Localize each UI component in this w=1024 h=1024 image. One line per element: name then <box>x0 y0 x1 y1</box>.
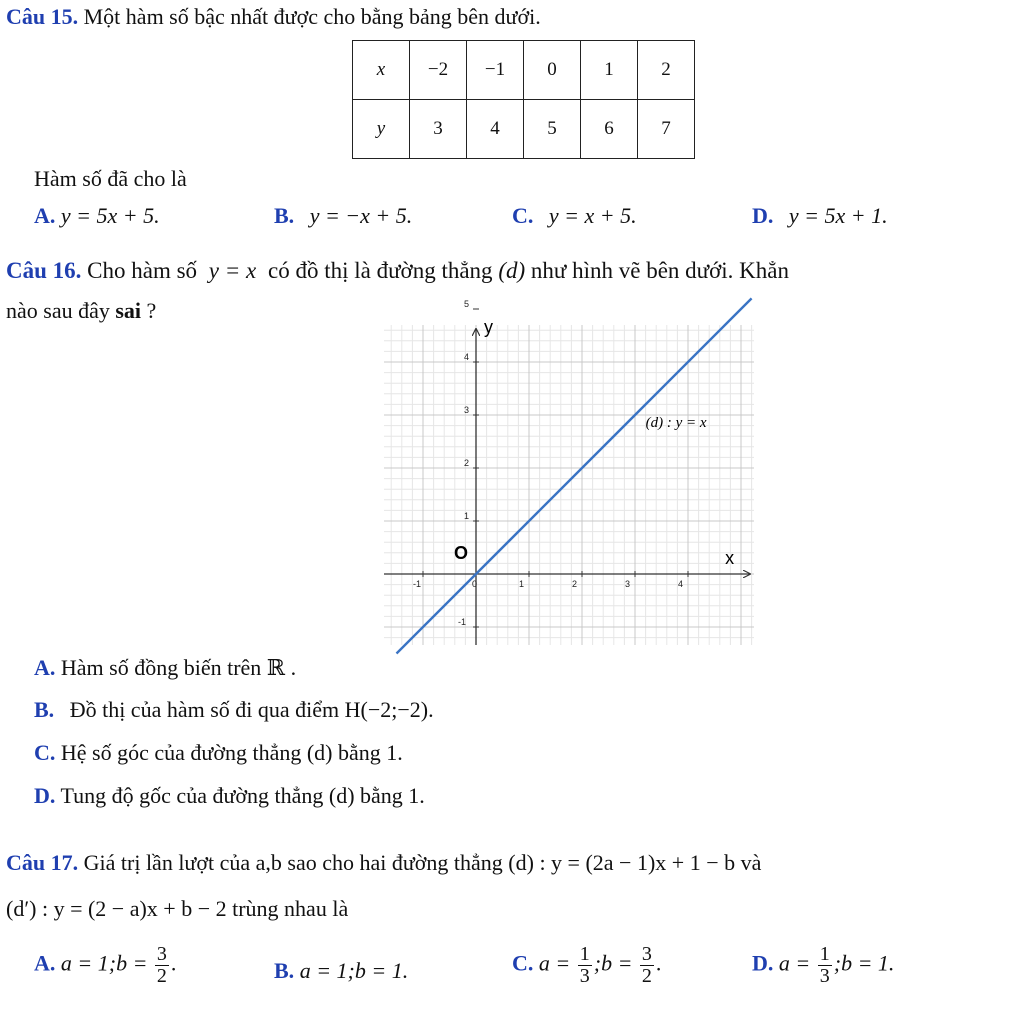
table-cell: 5 <box>524 100 581 159</box>
table-cell: −1 <box>467 41 524 100</box>
option-letter: C. <box>512 203 534 228</box>
y-tick-label: 1 <box>464 511 470 521</box>
table-cell: 7 <box>638 100 695 159</box>
option-text: Đồ thị của hàm số đi qua điểm H(−2;−2). <box>69 697 434 722</box>
option-text: y = 5x + 1. <box>788 203 888 228</box>
option-text: y = −x + 5. <box>309 203 413 228</box>
option-punct: . <box>170 950 177 976</box>
option-letter: A. <box>34 950 56 976</box>
option-letter: A. <box>34 655 56 680</box>
fraction <box>578 944 592 987</box>
y-tick-label: -1 <box>458 617 467 627</box>
numerator: 3 <box>156 943 167 965</box>
line-annotation: (d) : y = x <box>645 415 707 432</box>
q16-text-b: có đồ thị là đường thẳng <box>267 258 493 283</box>
table-cell: x <box>353 41 410 100</box>
q17-heading <box>6 850 761 876</box>
q16-option-d[interactable] <box>34 783 425 809</box>
q17-label: Câu 17. <box>6 850 79 875</box>
q17-option-d[interactable] <box>752 944 894 987</box>
table-row-x <box>353 41 695 100</box>
q16-func: y = x <box>208 258 257 283</box>
table-cell: 6 <box>581 100 638 159</box>
fraction <box>155 944 169 987</box>
q16-text-a: Cho hàm số <box>87 258 198 283</box>
grid-minor <box>384 325 754 645</box>
q17-option-b[interactable] <box>274 958 408 984</box>
q16-option-a[interactable] <box>34 655 296 681</box>
q17-line1: Giá trị lần lượt của a,b sao cho hai đường thẳng (d) : y = (2a − 1)x + 1 − b và <box>83 850 762 875</box>
denominator: 3 <box>579 965 590 987</box>
q15-label: Câu 15. <box>6 4 79 29</box>
q17-option-a[interactable] <box>34 944 176 987</box>
option-text: a = <box>538 950 571 976</box>
numerator: 1 <box>819 943 830 965</box>
q15-value-table <box>352 40 695 159</box>
x-tick-label: 0 <box>472 579 478 589</box>
x-axis-label: x <box>725 548 735 568</box>
q16-text-e: ? <box>146 298 157 323</box>
option-mid: ;b = 1. <box>833 950 895 976</box>
table-cell: y <box>353 100 410 159</box>
numerator: 3 <box>641 943 652 965</box>
option-letter: B. <box>274 203 295 228</box>
q16-heading <box>6 258 789 284</box>
q15-text: Một hàm số bậc nhất được cho bằng bảng bên dưới. <box>83 4 541 29</box>
origin-label: O <box>454 543 469 564</box>
q16-d: (d) <box>498 258 526 283</box>
option-letter: B. <box>274 958 295 983</box>
option-text: Tung độ gốc của đường thẳng (d) bằng 1. <box>60 783 425 808</box>
q15-option-c[interactable] <box>512 203 637 229</box>
fraction <box>640 944 654 987</box>
table-cell: 4 <box>467 100 524 159</box>
y-axis-label: y <box>484 316 493 337</box>
q16-label: Câu 16. <box>6 258 82 283</box>
x-tick-label: 4 <box>678 579 684 589</box>
option-punct: . <box>655 950 662 976</box>
option-letter: D. <box>752 203 774 228</box>
x-tick-label: -1 <box>413 579 422 589</box>
y-tick-label: 5 <box>464 299 470 309</box>
table-cell: −2 <box>410 41 467 100</box>
x-tick-label: 2 <box>572 579 578 589</box>
option-letter: D. <box>752 950 774 976</box>
option-letter: A. <box>34 203 56 228</box>
denominator: 2 <box>156 965 167 987</box>
denominator: 3 <box>819 965 830 987</box>
q15-heading <box>6 4 541 30</box>
option-text: y = 5x + 5. <box>60 203 160 228</box>
x-tick-label: 3 <box>625 579 631 589</box>
q17-line2: (d′) : y = (2 − a)x + b − 2 trùng nhau là <box>6 896 349 921</box>
y-tick-label: 4 <box>464 352 470 362</box>
fraction <box>818 944 832 987</box>
option-text: Hàm số đồng biến trên ℝ . <box>60 655 297 680</box>
y-tick-label: 2 <box>464 458 470 468</box>
option-text: y = x + 5. <box>548 203 637 228</box>
option-letter: B. <box>34 697 55 722</box>
denominator: 2 <box>641 965 652 987</box>
q16-heading-line2 <box>6 298 156 324</box>
q15-option-b[interactable] <box>274 203 412 229</box>
numerator: 1 <box>579 943 590 965</box>
function-graph <box>384 299 754 645</box>
q16-option-c[interactable] <box>34 740 403 766</box>
option-letter: C. <box>512 950 534 976</box>
option-letter: D. <box>34 783 56 808</box>
q15-option-a[interactable] <box>34 203 160 229</box>
table-cell: 2 <box>638 41 695 100</box>
option-text: Hệ số góc của đường thẳng (d) bằng 1. <box>60 740 403 765</box>
option-text: a = <box>778 950 811 976</box>
table-cell: 3 <box>410 100 467 159</box>
option-text: a = 1;b = 1. <box>299 958 409 983</box>
q16-option-b[interactable] <box>34 697 434 723</box>
table-cell: 1 <box>581 41 638 100</box>
q16-text-d: nào sau đây <box>6 298 110 323</box>
q16-emphasis: sai <box>115 298 142 323</box>
q15-prompt: Hàm số đã cho là <box>34 166 187 191</box>
q16-text-c: như hình vẽ bên dưới. Khẳn <box>530 258 790 283</box>
y-tick-label: 3 <box>464 405 470 415</box>
q17-option-c[interactable] <box>512 944 661 987</box>
x-tick-label: 1 <box>519 579 525 589</box>
table-cell: 0 <box>524 41 581 100</box>
option-text: a = 1;b = <box>60 950 148 976</box>
option-letter: C. <box>34 740 56 765</box>
option-mid: ;b = <box>593 950 633 976</box>
q15-option-d[interactable] <box>752 203 888 229</box>
table-row-y <box>353 100 695 159</box>
